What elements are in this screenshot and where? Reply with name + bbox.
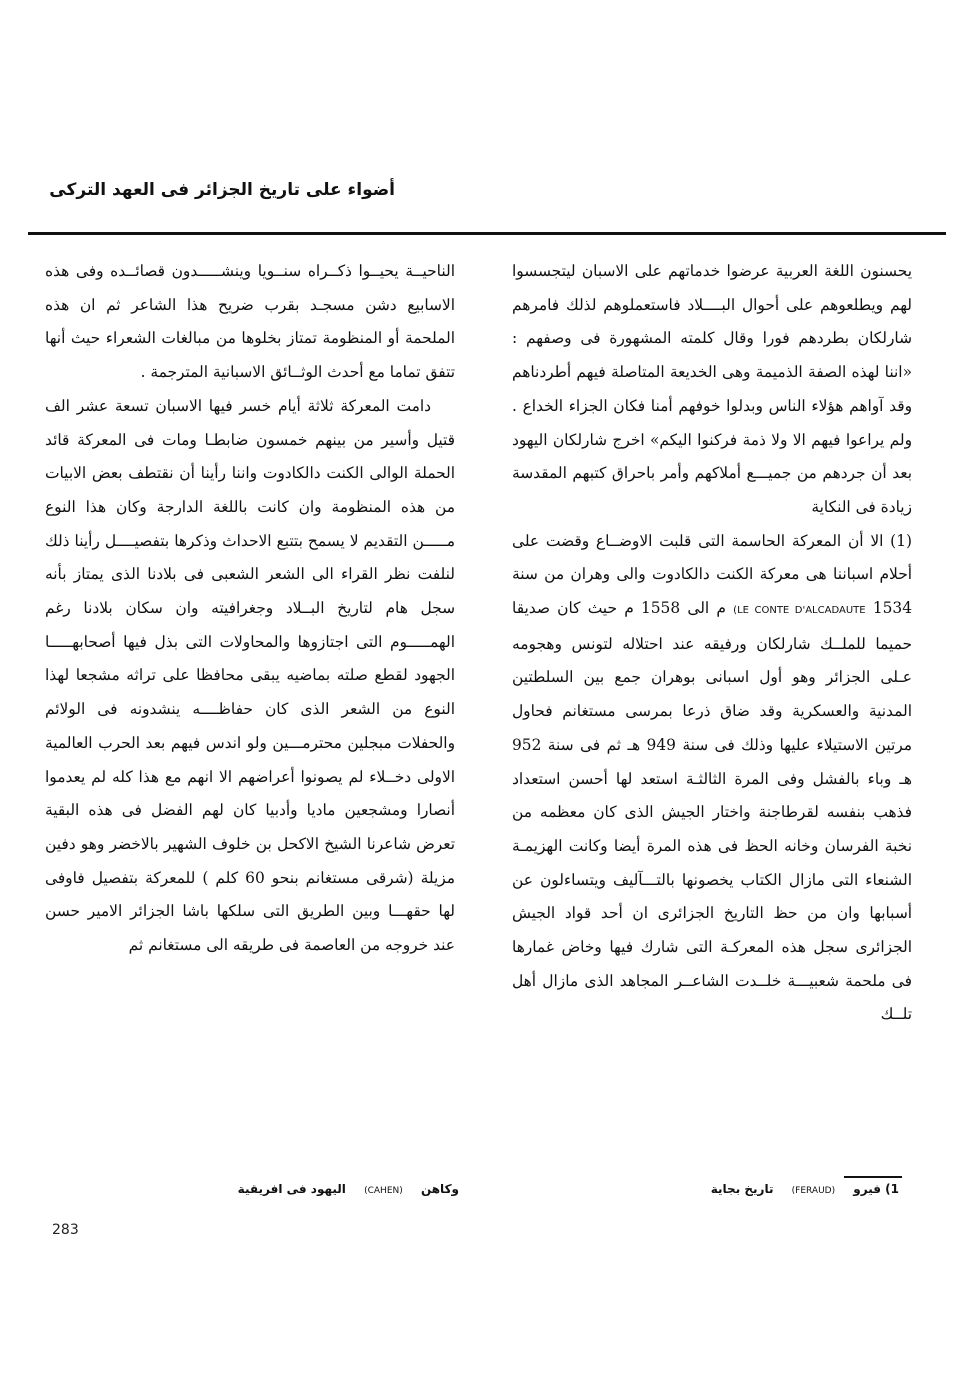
right-paragraph-2-text-a: (1) الا أن المعركة الحاسمة التى قلبت الاوضــاع وقضت على أحلام اسباننا هى معركة الكنت دالكادوت والى وهران من سنة — [512, 531, 912, 584]
footnote-rule — [844, 1176, 902, 1178]
left-paragraph-2: دامت المعركة ثلاثة أيام خسر فيها الاسبان تسعة عشر الف قتيل وأسير من بينهم خمسون ضابطـا ومات فى المعركة قائد الحملة الوالى الكنت دالكادوت واننا رأينا أن نقتطف بعض الابيات من هذه المنظومة وان كانت باللغة الدارجة وكان هذا النوع مـــــن التقديم لا يسمح بتتبع الاحداث وذكرها بتفصيــــل رأينا ذلك لنلفت نظر القراء الى الشعر الشعبى فى بلادنا الذى يمتاز بأنه سجل هام لتاريخ البــلاد وجغرافيته وان سكان بلادنا رغم الهمـــــوم التى اجتازوها والمحاولات التى بذل فيها أصحابهـــــا الجهود لقطع صلته بماضيه يبقى محافظا على تراثه مشجعا لهذا النوع من الشعر الذى كان حفاظــــه ينشدونه فى الولائم والحفلات مبجلين محترمـــين ولو اندس فيهم بعد الحرب العالمية الاولى دخــلاء لم يصونوا أعراضهم الا انهم مع هذا كله لم يعدموا أنصارا ومشجعين ماديا وأدبيا كان لهم الفضل فى هذه البقية تعرض شاعرنا الشيخ الاكحل بن خلوف الشهير بالاخضر وهو دفين مزيلة (شرقى مستغانم بنحو 60 كلم ) للمعركة بتفصيل فاوفى لها حقهـــا وبين الطريق التى سلكها باشا الجزائر الامير حسن عند خروجه من العاصمة فى طريقه الى مستغانم ثم — [45, 396, 455, 955]
footnote-title-africa: اليهود فى افريقية — [237, 1182, 346, 1196]
left-paragraph-1: الناحيــة يحيــوا ذكــراه سنــويا وينشـــــدون قصائــده وفى هذه الاسابيع دشن مسجـد بقرب ضريح هذا الشاعر ثم ان هذه الملحمة أو المنظومة تمتاز بخلوها من مبالغات الشعراء حيث أنها تتفق تماما مع أحدث الوثــائق الاسبانية المترجمة . — [45, 262, 455, 382]
right-paragraph-1: يحسنون اللغة العربية عرضوا خدماتهم على الاسبان ليتجسسوا لهم ويطلعوهم على أحوال البــــلاد فاستعملوهم لذلك فامرهم شارلكان بطردهم فورا وقال كلمته المشهورة فى وصفهم : «اننا لهذه الصفة الذميمة وهى الخديعة المتاصلة فيهم أطردناهم وقد آواهم هؤلاء الناس وبدلوا خوفهم أمنا فكان الجزاء الخداع . ولم يراعوا فيهم الا ولا ذمة فركنوا اليكم» اخرج شارلكان اليهود بعد أن جردهم من جميـــع أملاكهم وأمر باحراق كتبهم المقدسة زيادة فى النكاية — [512, 262, 912, 516]
footnote-name-cahen: وكاهن — [420, 1182, 459, 1196]
running-title: أضواء على تاريخ الجزائر فى العهد التركى — [49, 180, 395, 200]
latin-name-alcadaute: (LE CONTE D'ALCADAUTE — [733, 605, 866, 617]
footnote-cahen — [224, 1182, 459, 1196]
footnote-feraud — [697, 1182, 899, 1196]
footnote-title-bejaia: تاريخ بجاية — [710, 1182, 774, 1196]
footnote-marker: 1) فيرو — [853, 1182, 899, 1196]
right-column — [512, 255, 912, 1032]
right-paragraph-2-text-b: 1534 م الى 1558 م حيث كان صديقا حميما للملــك شارلكان ورفيقه عند احتلاله لتونس وهجومه عـلى الجزائر وهو أول اسبانى بوهران جمع بين السلطتين المدنية والعسكرية وقد ضاق ذرعا بمرسى مستغانم فحاول مرتين الاستيلاء عليها وذلك فى سنة 949 هـ ثم فى سنة 952 هـ وباء بالفشل وفى المرة الثالثـة استعد لها أحسن استعداد فذهب بنفسه لقرطاجنة واختار الجيش الذى كان معظمه من نخبة الفرسان وخانه الحظ فى هذه المرة أيضا وكانت الهزيمـة الشنعاء التى مازال الكتاب يخصونها بالتـــآليف ويتساءلون عن أسبابها وان من حظ التاريخ الجزائرى ان أحد قواد الجيش الجزائرى سجل هذه المعركـة التى شارك فيها وخاض غمارها فى ملحمة شعبيـــة خلــدت الشاعــر المجاهد الذى مازال أهل تلــك — [512, 599, 912, 1024]
left-column — [45, 255, 455, 963]
right-paragraph-2 — [512, 525, 912, 1033]
header-rule — [28, 232, 946, 235]
footnote-latin-cahen: (CAHEN) — [364, 1186, 403, 1196]
page-number: 283 — [52, 1222, 79, 1238]
footnote-latin-feraud: (FERAUD) — [791, 1186, 836, 1196]
